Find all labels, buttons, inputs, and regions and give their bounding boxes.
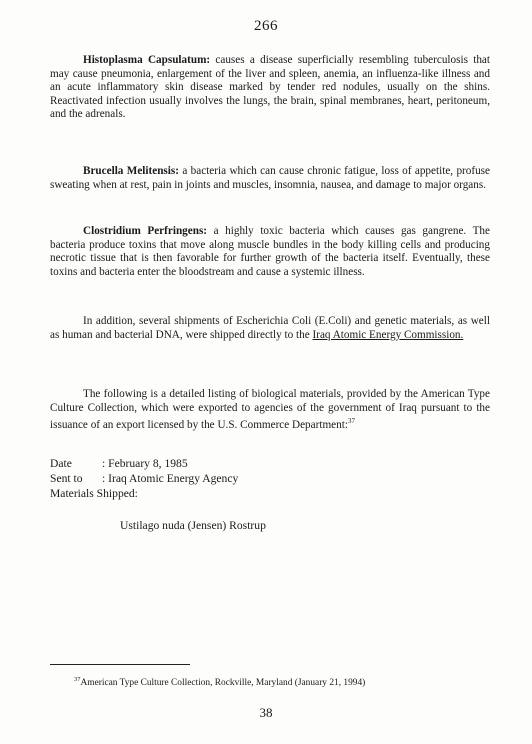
footnote-text: American Type Culture Collection, Rockville, Maryland (January 21, 1994) (80, 678, 366, 688)
paragraph-ecoli (50, 315, 490, 342)
term-clostridium: Clostridium Perfringens: (83, 225, 208, 237)
footnote-divider (50, 664, 190, 665)
sent-to-value: : Iraq Atomic Energy Agency (102, 472, 239, 485)
page-number-bottom: 38 (259, 705, 273, 720)
date-value: : February 8, 1985 (102, 457, 188, 470)
shipment-date-row (50, 456, 238, 471)
shipment-details (50, 456, 238, 501)
sent-to-label: Sent to (50, 472, 83, 485)
term-brucella: Brucella Melitensis: (83, 165, 179, 177)
text-ecoli: In addition, several shipments of Escherichia Coli (E.Coli) and genetic materials, as well as human and bacterial DNA, were shipped directly to the (50, 315, 490, 341)
term-histoplasma: Histoplasma Capsulatum: (83, 54, 211, 66)
shipment-recipient-row (50, 471, 238, 486)
text-histoplasma: causes a disease superficially resembling tuberculosis that may cause pneumonia, enlargement of the liver and spleen, anemia, an influenza-like illness and an acute inflammatory skin disease marked by tender red nodules, usually on the shins. Reactivated infection usually involves the lungs, the brain, spinal membranes, heart, peritoneum, and the adrenals. (50, 54, 491, 121)
date-label: Date (50, 457, 72, 470)
text-clostridium: a highly toxic bacteria which causes gas gangrene. The bacteria produce toxins that move along muscle bundles in the body killing cells and producing necrotic tissue that is then favorable for further growth of the bacteria itself. Eventually, these toxins and bacteria enter the bloodstream and cause a systemic illness. (50, 225, 490, 278)
shipped-material: Ustilago nuda (Jensen) Rostrup (120, 519, 266, 532)
paragraph-histoplasma (50, 54, 490, 122)
paragraph-brucella (50, 165, 490, 192)
paragraph-listing (50, 388, 490, 433)
page-number-top: 266 (254, 18, 278, 34)
footnote-number: 37 (74, 676, 81, 683)
iraq-atomic-energy-commission: Iraq Atomic Energy Commission. (312, 328, 464, 341)
text-listing: The following is a detailed listing of biological materials, provided by the American Type Culture Collection, which were exported to agencies of the government of Iraq pursuant to the issuance of an export licensed by the U.S. Commerce Department: (50, 388, 490, 432)
footnote-reference: 37 (347, 417, 355, 426)
materials-shipped-label: Materials Shipped: (50, 487, 138, 500)
text-brucella: a bacteria which can cause chronic fatigue, loss of appetite, profuse sweating when at rest, pain in joints and muscles, insomnia, nausea, and damage to major organs. (50, 165, 490, 191)
paragraph-clostridium (50, 225, 490, 279)
footnote (74, 676, 365, 688)
